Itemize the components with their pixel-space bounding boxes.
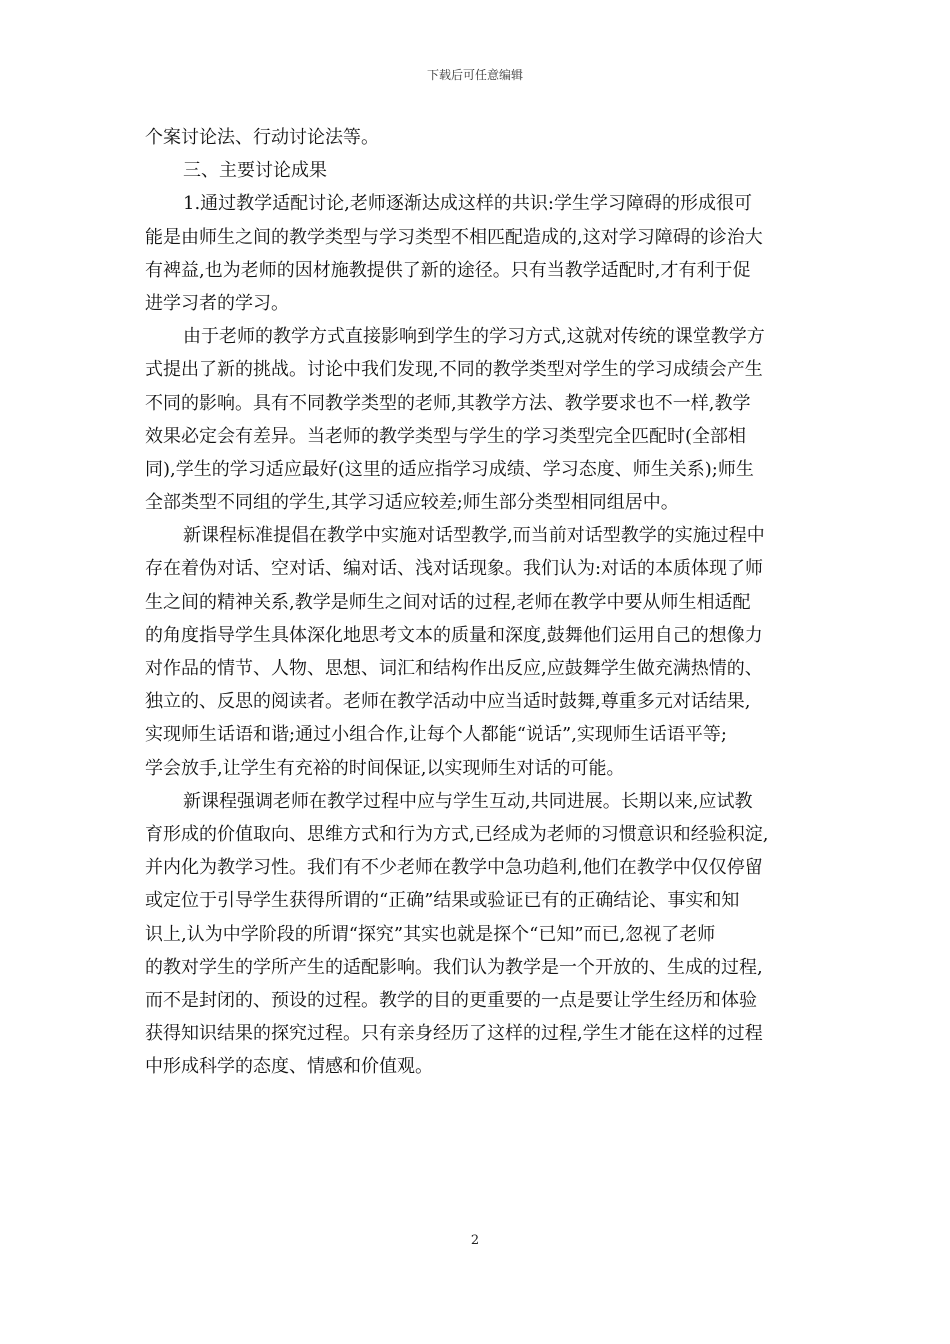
text-line: 新课程标准提倡在教学中实施对话型教学,而当前对话型教学的实施过程中 [183, 525, 765, 547]
text-line: 学会放手,让学生有充裕的时间保证,以实现师生对话的可能。 [145, 757, 625, 779]
text-line: 对作品的情节、人物、思想、词汇和结构作出反应,应鼓舞学生做充满热情的、 [145, 658, 763, 679]
text-line: 由于老师的教学方式直接影响到学生的学习方式,这就对传统的课堂教学方 [183, 326, 765, 348]
text-line: 独立的、反思的阅读者。老师在教学活动中应当适时鼓舞,尊重多元对话结果, [145, 691, 751, 713]
text-line: 实现师生话语和谐;通过小组合作,让每个人都能“说话”,实现师生话语平等; [145, 724, 727, 746]
text-line: 式提出了新的挑战。讨论中我们发现,不同的教学类型对学生的学习成绩会产生 [145, 359, 763, 381]
text-line: 同),学生的学习适应最好(这里的适应指学习成绩、学习态度、师生关系);师生 [145, 458, 754, 480]
text-line: 的教对学生的学所产生的适配影响。我们认为教学是一个开放的、生成的过程, [145, 956, 763, 978]
text-line: 获得知识结果的探究过程。只有亲身经历了这样的过程,学生才能在这样的过程 [145, 1023, 763, 1045]
text-line: 存在着伪对话、空对话、编对话、浅对话现象。我们认为:对话的本质体现了师 [145, 558, 764, 580]
text-line: 效果必定会有差异。当老师的教学类型与学生的学习类型完全匹配时(全部相 [145, 425, 747, 447]
page-header: 下载后可任意编辑 [426, 68, 523, 82]
document-body [145, 121, 809, 1083]
text-line: 全部类型不同组的学生,其学习适应较差;师生部分类型相同组居中。 [145, 492, 679, 514]
text-line: 1.通过教学适配讨论,老师逐渐达成这样的共识:学生学习障碍的形成很可 [183, 193, 752, 215]
text-line: 能是由师生之间的教学类型与学习类型不相匹配造成的,这对学习障碍的诊治大 [145, 226, 763, 248]
text-line: 或定位于引导学生获得所谓的“正确”结果或验证已有的正确结论、事实和知 [145, 890, 740, 912]
text-line: 新课程强调老师在教学过程中应与学生互动,共同进展。长期以来,应试教 [183, 790, 753, 812]
text-line: 个案讨论法、行动讨论法等。 [145, 127, 379, 148]
text-line: 中形成科学的态度、情感和价值观。 [145, 1056, 433, 1078]
text-line: 不同的影响。具有不同教学类型的老师,其教学方法、教学要求也不一样,教学 [145, 392, 751, 414]
text-line: 育形成的价值取向、思维方式和行为方式,已经成为老师的习惯意识和经验积淀, [145, 823, 769, 845]
text-line: 而不是封闭的、预设的过程。教学的目的更重要的一点是要让学生经历和体验 [145, 989, 757, 1011]
text-line: 并内化为教学习性。我们有不少老师在教学中急功趋利,他们在教学中仅仅停留 [145, 857, 763, 879]
text-line: 进学习者的学习。 [145, 292, 289, 314]
text-line: 识上,认为中学阶段的所谓“探究”其实也就是探个“已知”而已,忽视了老师 [145, 923, 716, 945]
text-line: 的角度指导学生具体深化地思考文本的质量和深度,鼓舞他们运用自己的想像力 [145, 624, 763, 646]
text-line: 生之间的精神关系,教学是师生之间对话的过程,老师在教学中要从师生相适配 [145, 591, 751, 613]
text-line: 有裨益,也为老师的因材施教提供了新的途径。只有当教学适配时,才有利于促 [145, 259, 751, 281]
section-heading: 三、主要讨论成果 [183, 160, 327, 182]
page-number: 2 [470, 1233, 480, 1248]
